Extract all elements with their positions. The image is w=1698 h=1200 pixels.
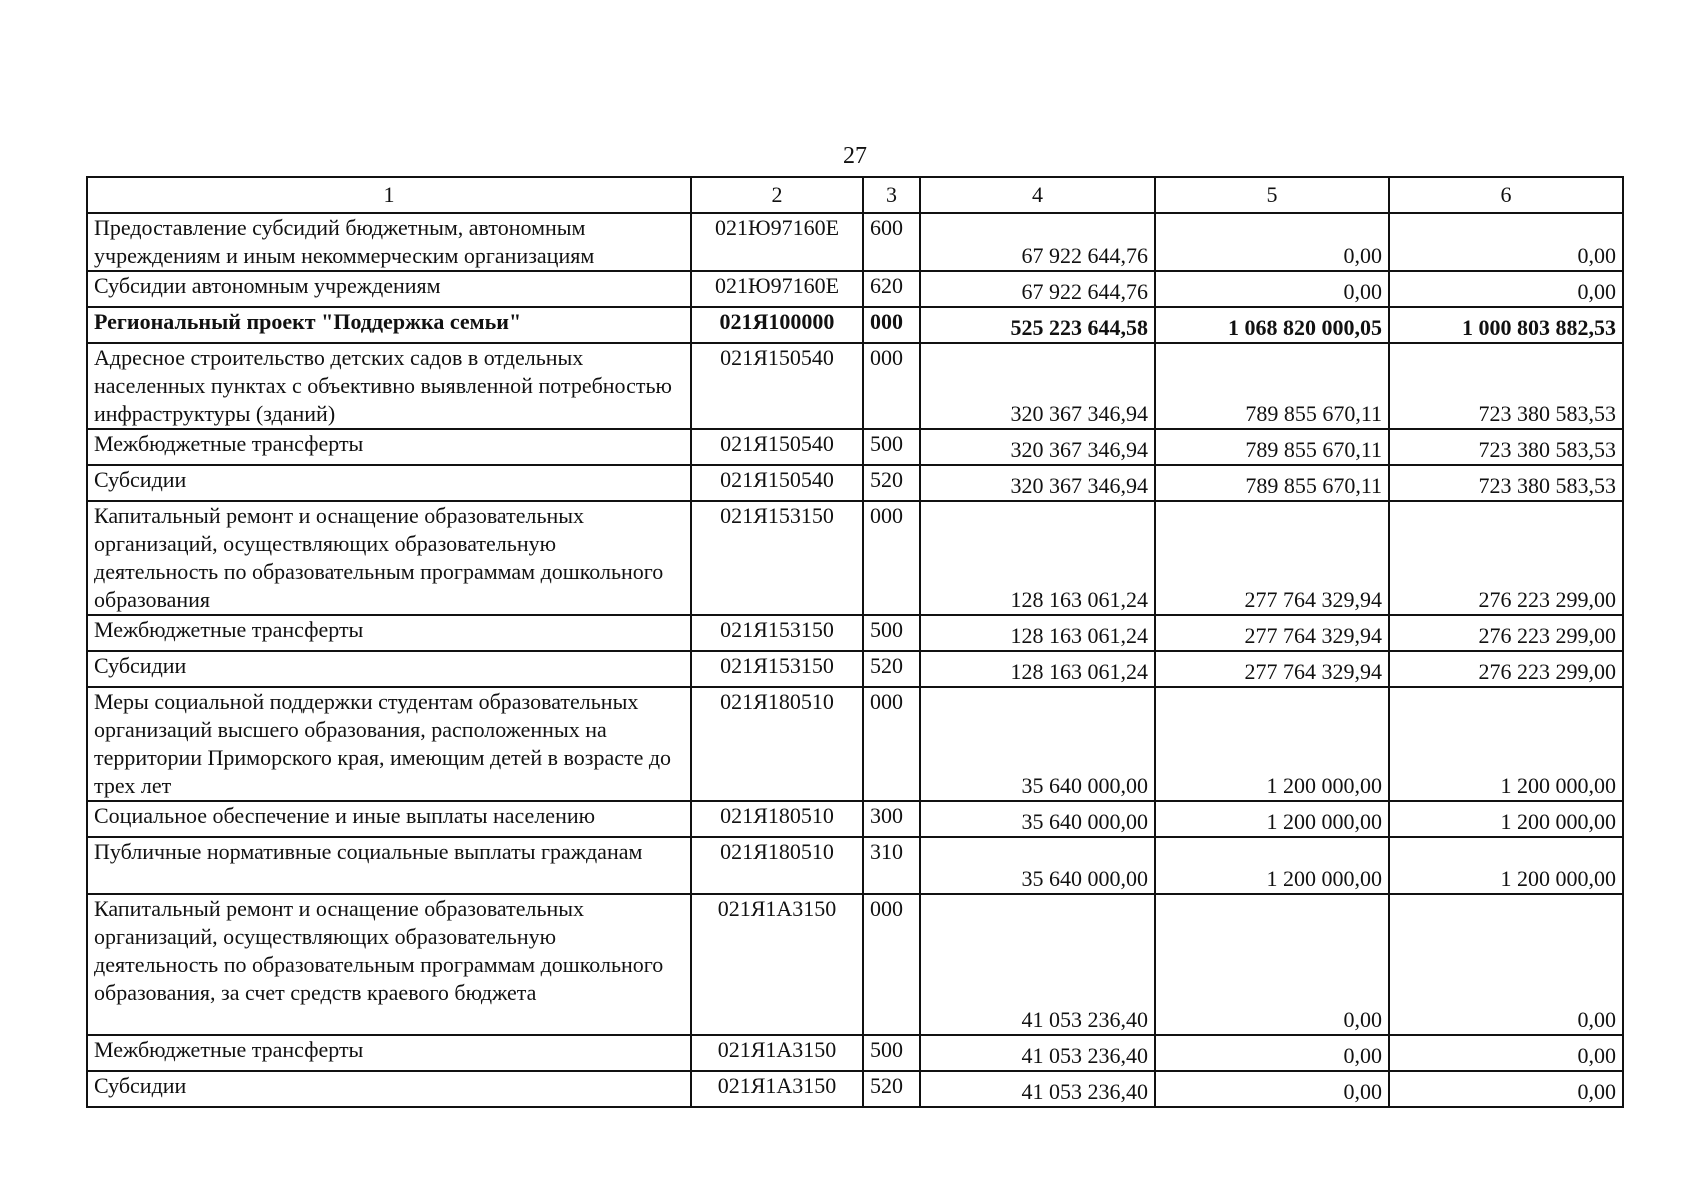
column-number: 3	[863, 177, 920, 213]
table-row	[87, 465, 1623, 501]
page-number: 27	[843, 143, 867, 169]
column-number: 6	[1389, 177, 1623, 213]
row-expense-type: 000	[863, 894, 920, 1035]
row-amount-col4: 67 922 644,76	[920, 213, 1155, 271]
row-expense-type: 520	[863, 1071, 920, 1107]
row-amount-col6: 1 200 000,00	[1389, 687, 1623, 801]
row-amount-col6: 723 380 583,53	[1389, 343, 1623, 429]
row-amount-col5: 789 855 670,11	[1155, 465, 1389, 501]
table-row	[87, 615, 1623, 651]
row-amount-col6: 723 380 583,53	[1389, 465, 1623, 501]
row-amount-col6: 1 200 000,00	[1389, 837, 1623, 894]
row-amount-col4: 128 163 061,24	[920, 615, 1155, 651]
row-amount-col4: 128 163 061,24	[920, 501, 1155, 615]
row-code: 021Я153150	[691, 615, 863, 651]
row-expense-type: 000	[863, 501, 920, 615]
row-amount-col6: 0,00	[1389, 271, 1623, 307]
row-name: Межбюджетные трансферты	[87, 1035, 691, 1071]
row-code: 021Я1А3150	[691, 1035, 863, 1071]
row-amount-col5: 0,00	[1155, 271, 1389, 307]
table-row	[87, 894, 1623, 1035]
row-code: 021Я180510	[691, 801, 863, 837]
row-amount-col5: 0,00	[1155, 1071, 1389, 1107]
row-expense-type: 620	[863, 271, 920, 307]
row-code: 021Я180510	[691, 687, 863, 801]
row-expense-type: 600	[863, 213, 920, 271]
row-code: 021Я150540	[691, 429, 863, 465]
row-code: 021Я180510	[691, 837, 863, 894]
table-row	[87, 343, 1623, 429]
row-name: Субсидии	[87, 1071, 691, 1107]
table-row	[87, 307, 1623, 343]
row-expense-type: 500	[863, 1035, 920, 1071]
row-amount-col5: 0,00	[1155, 1035, 1389, 1071]
row-amount-col4: 128 163 061,24	[920, 651, 1155, 687]
row-amount-col4: 320 367 346,94	[920, 429, 1155, 465]
row-amount-col4: 35 640 000,00	[920, 837, 1155, 894]
table-row	[87, 801, 1623, 837]
row-expense-type: 000	[863, 343, 920, 429]
row-amount-col4: 41 053 236,40	[920, 1035, 1155, 1071]
row-name: Межбюджетные трансферты	[87, 429, 691, 465]
row-code: 021Я100000	[691, 307, 863, 343]
row-code: 021Я150540	[691, 343, 863, 429]
row-name: Региональный проект "Поддержка семьи"	[87, 307, 691, 343]
row-code: 021Ю97160Е	[691, 213, 863, 271]
table-row	[87, 1035, 1623, 1071]
row-code: 021Ю97160Е	[691, 271, 863, 307]
row-expense-type: 000	[863, 687, 920, 801]
row-amount-col4: 67 922 644,76	[920, 271, 1155, 307]
row-amount-col6: 0,00	[1389, 1035, 1623, 1071]
row-amount-col5: 277 764 329,94	[1155, 615, 1389, 651]
column-number: 1	[87, 177, 691, 213]
row-name: Субсидии автономным учреждениям	[87, 271, 691, 307]
row-code: 021Я153150	[691, 501, 863, 615]
row-amount-col6: 0,00	[1389, 1071, 1623, 1107]
row-name: Адресное строительство детских садов в отдельных населенных пунктах с объективно выявленной потребностью инфраструктуры (зданий)	[87, 343, 691, 429]
row-expense-type: 520	[863, 651, 920, 687]
row-expense-type: 300	[863, 801, 920, 837]
row-name: Социальное обеспечение и иные выплаты населению	[87, 801, 691, 837]
table-row	[87, 651, 1623, 687]
row-code: 021Я1А3150	[691, 894, 863, 1035]
budget-table	[86, 176, 1624, 1108]
column-number: 4	[920, 177, 1155, 213]
row-amount-col5: 1 200 000,00	[1155, 687, 1389, 801]
column-number: 5	[1155, 177, 1389, 213]
column-number-row	[87, 177, 1623, 213]
row-amount-col4: 35 640 000,00	[920, 801, 1155, 837]
row-amount-col6: 276 223 299,00	[1389, 615, 1623, 651]
row-amount-col4: 35 640 000,00	[920, 687, 1155, 801]
row-expense-type: 520	[863, 465, 920, 501]
table-row	[87, 271, 1623, 307]
row-amount-col5: 789 855 670,11	[1155, 429, 1389, 465]
row-amount-col4: 41 053 236,40	[920, 1071, 1155, 1107]
row-amount-col6: 276 223 299,00	[1389, 651, 1623, 687]
table-row	[87, 429, 1623, 465]
row-expense-type: 000	[863, 307, 920, 343]
row-name: Субсидии	[87, 465, 691, 501]
row-code: 021Я153150	[691, 651, 863, 687]
row-code: 021Я150540	[691, 465, 863, 501]
table-row	[87, 1071, 1623, 1107]
row-amount-col6: 0,00	[1389, 213, 1623, 271]
row-name: Капитальный ремонт и оснащение образовательных организаций, осуществляющих образовательную деятельность по образовательным программам дошкольного образования	[87, 501, 691, 615]
row-expense-type: 310	[863, 837, 920, 894]
row-name: Публичные нормативные социальные выплаты гражданам	[87, 837, 691, 894]
row-amount-col4: 320 367 346,94	[920, 465, 1155, 501]
row-name: Предоставление субсидий бюджетным, автономным учреждениям и иным некоммерческим организациям	[87, 213, 691, 271]
row-code: 021Я1А3150	[691, 1071, 863, 1107]
row-amount-col5: 1 068 820 000,05	[1155, 307, 1389, 343]
row-amount-col5: 1 200 000,00	[1155, 801, 1389, 837]
table-row	[87, 501, 1623, 615]
table-row	[87, 837, 1623, 894]
row-expense-type: 500	[863, 615, 920, 651]
row-name: Меры социальной поддержки студентам образовательных организаций высшего образования, расположенных на территории Приморского края, имеющим детей в возрасте до трех лет	[87, 687, 691, 801]
row-amount-col4: 525 223 644,58	[920, 307, 1155, 343]
row-amount-col6: 1 200 000,00	[1389, 801, 1623, 837]
row-amount-col4: 41 053 236,40	[920, 894, 1155, 1035]
row-amount-col5: 277 764 329,94	[1155, 651, 1389, 687]
row-amount-col5: 789 855 670,11	[1155, 343, 1389, 429]
row-amount-col6: 723 380 583,53	[1389, 429, 1623, 465]
table-row	[87, 213, 1623, 271]
row-name: Субсидии	[87, 651, 691, 687]
row-amount-col5: 277 764 329,94	[1155, 501, 1389, 615]
row-name: Межбюджетные трансферты	[87, 615, 691, 651]
row-amount-col5: 0,00	[1155, 894, 1389, 1035]
row-amount-col4: 320 367 346,94	[920, 343, 1155, 429]
row-amount-col6: 0,00	[1389, 894, 1623, 1035]
row-amount-col6: 1 000 803 882,53	[1389, 307, 1623, 343]
row-amount-col5: 1 200 000,00	[1155, 837, 1389, 894]
column-number: 2	[691, 177, 863, 213]
row-amount-col6: 276 223 299,00	[1389, 501, 1623, 615]
table-row	[87, 687, 1623, 801]
row-amount-col5: 0,00	[1155, 213, 1389, 271]
row-name: Капитальный ремонт и оснащение образовательных организаций, осуществляющих образовательную деятельность по образовательным программам дошкольного образования, за счет средств краевого бюджета	[87, 894, 691, 1035]
row-expense-type: 500	[863, 429, 920, 465]
